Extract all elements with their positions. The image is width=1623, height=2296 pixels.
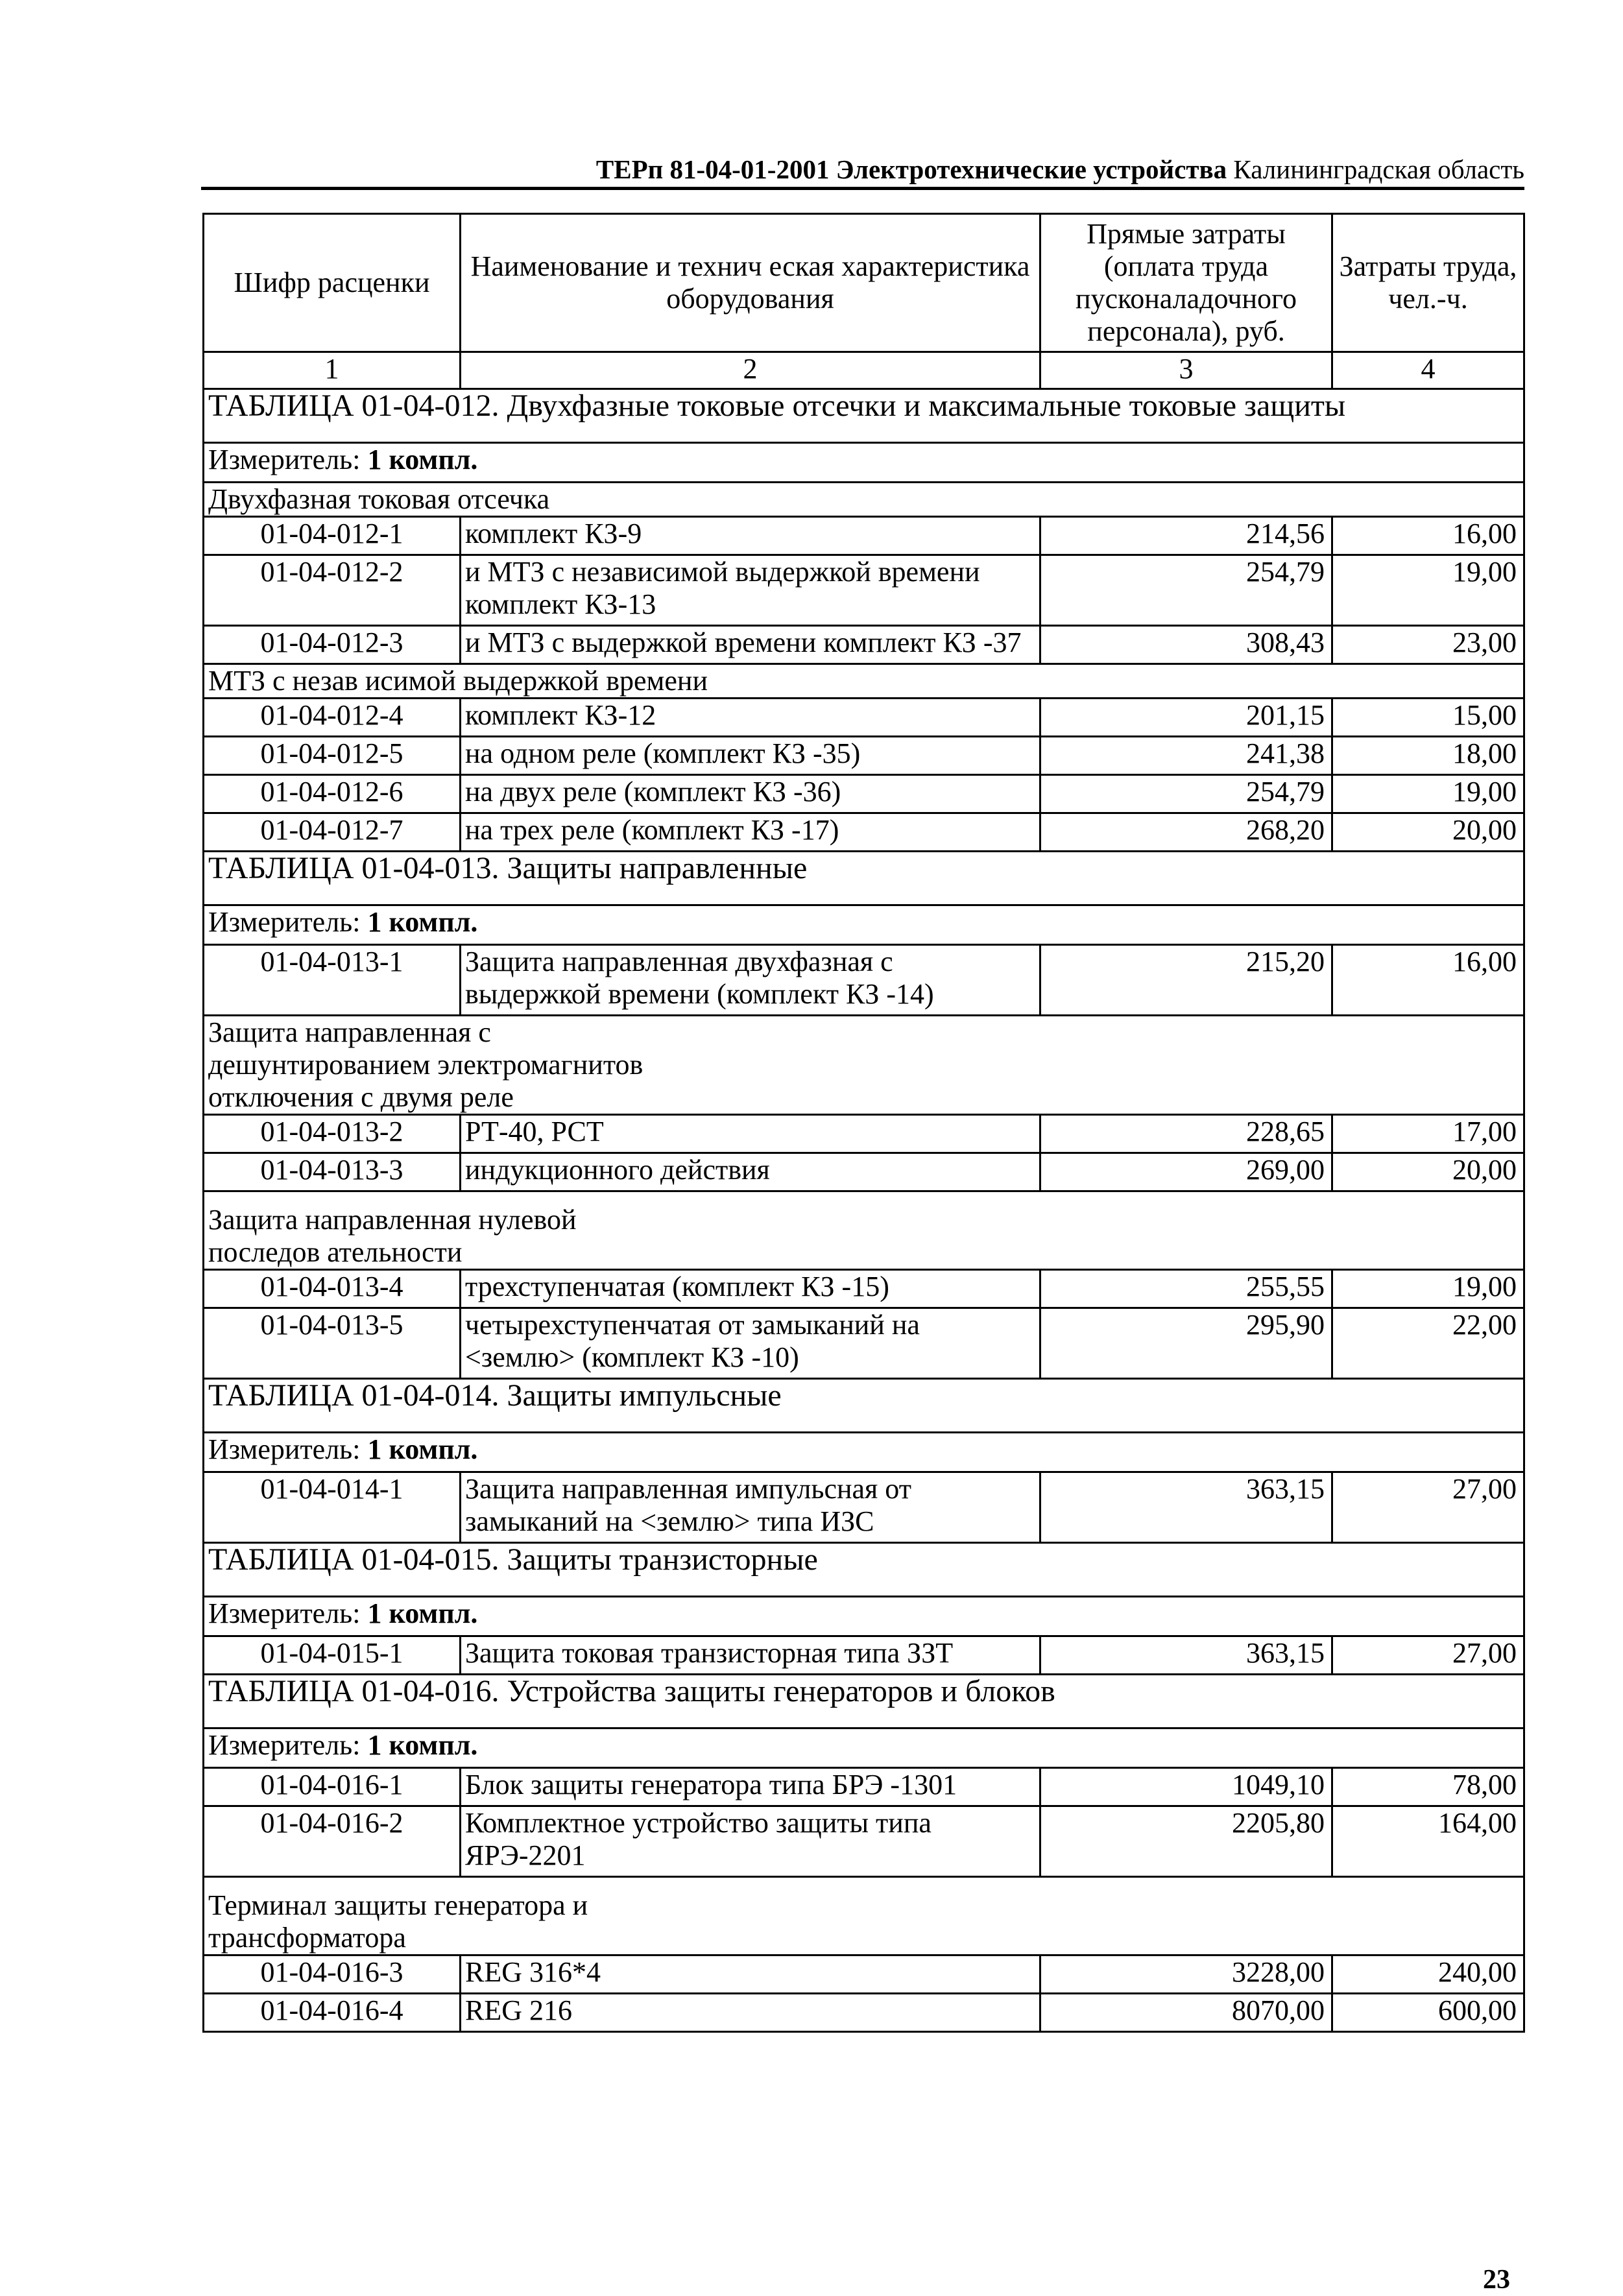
row-code: 01-04-012-4 <box>204 699 461 737</box>
row-cost: 363,15 <box>1040 1636 1332 1675</box>
row-cost: 2205,80 <box>1040 1806 1332 1877</box>
section-title-row <box>204 1675 1524 1728</box>
row-name: и МТЗ с выдержкой времени комплект КЗ -37 <box>461 626 1040 664</box>
row-labor: 16,00 <box>1332 517 1524 555</box>
page-header <box>201 150 1524 188</box>
row-name: на трех реле (комплект КЗ -17) <box>461 813 1040 852</box>
row-cost: 363,15 <box>1040 1472 1332 1543</box>
table-row <box>204 737 1524 775</box>
table-row <box>204 1955 1524 1994</box>
row-code: 01-04-012-6 <box>204 775 461 813</box>
row-cost: 255,55 <box>1040 1270 1332 1308</box>
measure-label: Измеритель: <box>208 1433 361 1465</box>
measure-row <box>204 443 1524 483</box>
table-row <box>204 1115 1524 1153</box>
measure-label: Измеритель: <box>208 1597 361 1629</box>
row-code: 01-04-013-2 <box>204 1115 461 1153</box>
column-header-name: Наименование и технич еская характеристика оборудования <box>461 214 1040 352</box>
row-code: 01-04-014-1 <box>204 1472 461 1543</box>
row-name: РТ-40, РСТ <box>461 1115 1040 1153</box>
row-labor: 240,00 <box>1332 1955 1524 1994</box>
table-row <box>204 1994 1524 2032</box>
row-cost: 201,15 <box>1040 699 1332 737</box>
row-code: 01-04-012-3 <box>204 626 461 664</box>
row-code: 01-04-016-2 <box>204 1806 461 1877</box>
measure-value: 1 компл. <box>367 1729 478 1761</box>
table-row <box>204 813 1524 852</box>
group-row <box>204 664 1524 699</box>
row-labor: 20,00 <box>1332 1153 1524 1191</box>
table-row <box>204 1270 1524 1308</box>
section-title-row <box>204 389 1524 443</box>
measure-row <box>204 1597 1524 1636</box>
column-number: 4 <box>1332 352 1524 389</box>
row-cost: 215,20 <box>1040 945 1332 1016</box>
row-labor: 22,00 <box>1332 1308 1524 1379</box>
row-cost: 254,79 <box>1040 775 1332 813</box>
row-labor: 15,00 <box>1332 699 1524 737</box>
row-name: трехступенчатая (комплект КЗ -15) <box>461 1270 1040 1308</box>
measure-value: 1 компл. <box>367 1597 478 1629</box>
row-code: 01-04-012-5 <box>204 737 461 775</box>
row-name: комплект КЗ-12 <box>461 699 1040 737</box>
row-name: на одном реле (комплект КЗ -35) <box>461 737 1040 775</box>
group-title: Защита направленная с дешунтированием электромагнитов отключения с двумя реле <box>204 1016 1524 1115</box>
group-row <box>204 483 1524 517</box>
column-header-row <box>204 214 1524 352</box>
row-cost: 295,90 <box>1040 1308 1332 1379</box>
row-code: 01-04-013-3 <box>204 1153 461 1191</box>
measure-label: Измеритель: <box>208 906 361 938</box>
row-labor: 17,00 <box>1332 1115 1524 1153</box>
row-name: четырехступенчатая от замыканий на <землю> (комплект КЗ -10) <box>461 1308 1040 1379</box>
row-labor: 19,00 <box>1332 555 1524 626</box>
group-row <box>204 1191 1524 1270</box>
row-cost: 308,43 <box>1040 626 1332 664</box>
document-region: Калининградская область <box>1233 154 1524 184</box>
table-row <box>204 699 1524 737</box>
row-name: Защита направленная импульсная от замыканий на <землю> типа ИЗС <box>461 1472 1040 1543</box>
row-cost: 241,38 <box>1040 737 1332 775</box>
row-code: 01-04-012-1 <box>204 517 461 555</box>
column-number-row <box>204 352 1524 389</box>
row-name: Защита токовая транзисторная типа ЗЗТ <box>461 1636 1040 1675</box>
group-title: Защита направленная нулевой последов ательности <box>204 1191 1524 1270</box>
table-row <box>204 1472 1524 1543</box>
row-name: комплект КЗ-9 <box>461 517 1040 555</box>
table-row <box>204 555 1524 626</box>
measure-value: 1 компл. <box>367 906 478 938</box>
row-code: 01-04-016-3 <box>204 1955 461 1994</box>
row-cost: 214,56 <box>1040 517 1332 555</box>
measure-row <box>204 905 1524 945</box>
row-code: 01-04-015-1 <box>204 1636 461 1675</box>
section-title-row <box>204 1543 1524 1597</box>
page-number: 23 <box>1483 2265 1510 2295</box>
measure-row <box>204 1433 1524 1472</box>
group-title: МТЗ с незав исимой выдержкой времени <box>204 664 1524 699</box>
table-row <box>204 517 1524 555</box>
row-labor: 78,00 <box>1332 1768 1524 1806</box>
row-code: 01-04-016-4 <box>204 1994 461 2032</box>
group-title: Терминал защиты генератора и трансформатора <box>204 1877 1524 1955</box>
column-header-cost: Прямые затраты (оплата труда пусконаладочного персонала), руб. <box>1040 214 1332 352</box>
row-name: на двух реле (комплект КЗ -36) <box>461 775 1040 813</box>
column-number: 2 <box>461 352 1040 389</box>
row-cost: 3228,00 <box>1040 1955 1332 1994</box>
row-labor: 18,00 <box>1332 737 1524 775</box>
row-cost: 254,79 <box>1040 555 1332 626</box>
row-labor: 27,00 <box>1332 1472 1524 1543</box>
price-table <box>202 213 1525 2033</box>
table-row <box>204 1806 1524 1877</box>
row-name: и МТЗ с независимой выдержкой времени комплект КЗ-13 <box>461 555 1040 626</box>
row-labor: 23,00 <box>1332 626 1524 664</box>
row-cost: 228,65 <box>1040 1115 1332 1153</box>
table-row <box>204 775 1524 813</box>
row-code: 01-04-013-4 <box>204 1270 461 1308</box>
measure-label: Измеритель: <box>208 444 361 475</box>
section-title: ТАБЛИЦА 01-04-012. Двухфазные токовые отсечки и максимальные токовые защиты <box>204 389 1524 443</box>
row-cost: 1049,10 <box>1040 1768 1332 1806</box>
column-header-labor: Затраты труда, чел.-ч. <box>1332 214 1524 352</box>
table-row <box>204 1636 1524 1675</box>
table-row <box>204 1153 1524 1191</box>
row-labor: 16,00 <box>1332 945 1524 1016</box>
measure-row <box>204 1728 1524 1768</box>
column-number: 3 <box>1040 352 1332 389</box>
document-title: ТЕРп 81-04-01-2001 Электротехнические устройства <box>595 154 1227 184</box>
group-row <box>204 1877 1524 1955</box>
row-labor: 20,00 <box>1332 813 1524 852</box>
table-row <box>204 1308 1524 1379</box>
row-name: индукционного действия <box>461 1153 1040 1191</box>
group-row <box>204 1016 1524 1115</box>
group-title: Двухфазная токовая отсечка <box>204 483 1524 517</box>
row-name: Комплектное устройство защиты типа ЯРЭ-2201 <box>461 1806 1040 1877</box>
column-header-code: Шифр расценки <box>204 214 461 352</box>
row-code: 01-04-012-2 <box>204 555 461 626</box>
row-code: 01-04-012-7 <box>204 813 461 852</box>
row-cost: 268,20 <box>1040 813 1332 852</box>
row-labor: 600,00 <box>1332 1994 1524 2032</box>
measure-value: 1 компл. <box>367 1433 478 1465</box>
row-labor: 19,00 <box>1332 1270 1524 1308</box>
section-title-row <box>204 1379 1524 1433</box>
section-title: ТАБЛИЦА 01-04-013. Защиты направленные <box>204 852 1524 905</box>
column-number: 1 <box>204 352 461 389</box>
row-code: 01-04-013-1 <box>204 945 461 1016</box>
row-labor: 19,00 <box>1332 775 1524 813</box>
measure-value: 1 компл. <box>367 444 478 475</box>
table-row <box>204 1768 1524 1806</box>
row-name: REG 216 <box>461 1994 1040 2032</box>
section-title: ТАБЛИЦА 01-04-014. Защиты импульсные <box>204 1379 1524 1433</box>
row-name: Блок защиты генератора типа БРЭ -1301 <box>461 1768 1040 1806</box>
table-row <box>204 945 1524 1016</box>
measure-label: Измеритель: <box>208 1729 361 1761</box>
row-labor: 164,00 <box>1332 1806 1524 1877</box>
table-row <box>204 626 1524 664</box>
row-name: REG 316*4 <box>461 1955 1040 1994</box>
section-title: ТАБЛИЦА 01-04-015. Защиты транзисторные <box>204 1543 1524 1597</box>
header-rule <box>201 187 1524 190</box>
row-code: 01-04-013-5 <box>204 1308 461 1379</box>
section-title-row <box>204 852 1524 905</box>
row-cost: 8070,00 <box>1040 1994 1332 2032</box>
row-cost: 269,00 <box>1040 1153 1332 1191</box>
row-code: 01-04-016-1 <box>204 1768 461 1806</box>
row-name: Защита направленная двухфазная с выдержкой времени (комплект КЗ -14) <box>461 945 1040 1016</box>
section-title: ТАБЛИЦА 01-04-016. Устройства защиты генераторов и блоков <box>204 1675 1524 1728</box>
row-labor: 27,00 <box>1332 1636 1524 1675</box>
